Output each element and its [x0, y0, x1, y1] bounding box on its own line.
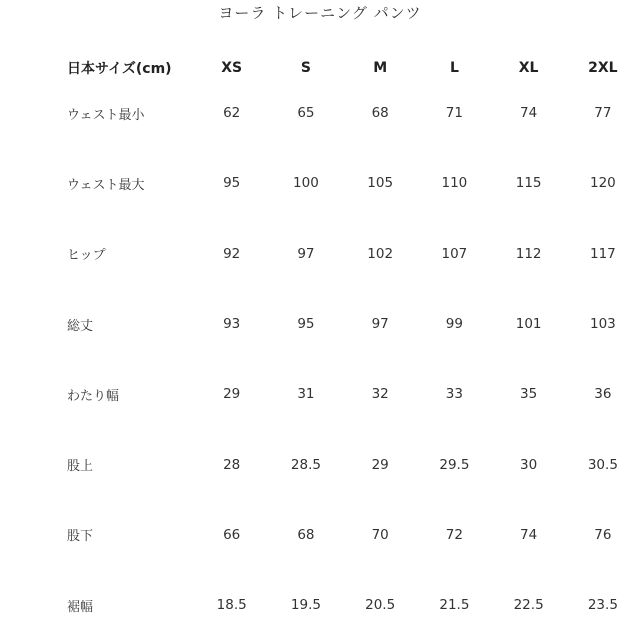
table-cell: 28.5 [290, 456, 321, 473]
table-cell: 115 [515, 175, 542, 192]
size-chart-table [0, 58, 640, 640]
table-cell: 97 [297, 245, 315, 262]
size-header-2xl: 2XL [588, 60, 618, 76]
table-row [0, 359, 640, 429]
table-row [0, 219, 640, 289]
table-cell: 21.5 [439, 597, 470, 614]
table-cell: 110 [441, 175, 468, 192]
table-cell: 117 [589, 245, 616, 262]
table-cell: 70 [371, 526, 389, 543]
table-cell: 66 [223, 526, 241, 543]
table-cell: 30.5 [587, 456, 618, 473]
size-header-label: 日本サイズ(cm) [67, 61, 172, 77]
table-cell: 30 [520, 456, 538, 473]
table-cell: 71 [445, 105, 463, 122]
table-cell: 99 [445, 316, 463, 333]
table-cell: 29 [223, 386, 241, 403]
row-label: 裾幅 [67, 599, 94, 615]
table-cell: 36 [594, 386, 612, 403]
table-cell: 77 [594, 105, 612, 122]
table-cell: 97 [371, 316, 389, 333]
table-cell: 35 [520, 386, 538, 403]
table-cell: 65 [297, 105, 315, 122]
table-cell: 72 [445, 526, 463, 543]
table-cell: 62 [223, 105, 241, 122]
table-cell: 68 [297, 526, 315, 543]
table-cell: 74 [520, 526, 538, 543]
table-cell: 101 [515, 316, 542, 333]
size-header-xl: XL [518, 60, 539, 76]
row-label: 股上 [67, 459, 94, 475]
table-cell: 103 [589, 316, 616, 333]
row-label: わたり幅 [67, 388, 120, 404]
table-row [0, 570, 640, 640]
table-cell: 18.5 [216, 597, 247, 614]
table-cell: 107 [441, 245, 468, 262]
size-header-l: L [449, 60, 459, 76]
table-cell: 76 [594, 526, 612, 543]
table-cell: 92 [223, 245, 241, 262]
table-cell: 74 [520, 105, 538, 122]
table-cell: 68 [371, 105, 389, 122]
size-header-s: S [300, 60, 311, 76]
table-cell: 32 [371, 386, 389, 403]
table-cell: 112 [515, 245, 542, 262]
table-cell: 100 [293, 175, 319, 192]
table-cell: 120 [589, 175, 616, 192]
table-row [0, 500, 640, 570]
page-title: ヨーラ トレーニング パンツ [218, 4, 422, 22]
table-cell: 29 [371, 456, 389, 473]
table-cell: 20.5 [365, 597, 396, 614]
table-cell: 28 [223, 456, 241, 473]
table-cell: 93 [223, 316, 241, 333]
table-row [0, 429, 640, 499]
table-cell: 95 [223, 175, 241, 192]
table-cell: 102 [367, 245, 394, 262]
table-cell: 31 [297, 386, 315, 403]
table-cell: 33 [445, 386, 463, 403]
table-cell: 29.5 [439, 456, 470, 473]
size-header-xs: XS [221, 60, 243, 76]
table-cell: 22.5 [513, 597, 544, 614]
row-label: 股下 [67, 529, 94, 545]
table-row [0, 78, 640, 148]
row-label: ウェスト最小 [67, 107, 145, 123]
table-cell: 95 [297, 316, 315, 333]
table-row [0, 148, 640, 218]
size-header-m: M [373, 60, 388, 76]
row-label: ウェスト最大 [67, 177, 145, 193]
row-label: 総丈 [67, 318, 94, 334]
table-header-row [0, 58, 640, 78]
table-cell: 19.5 [290, 597, 321, 614]
table-cell: 105 [367, 175, 394, 192]
table-row [0, 289, 640, 359]
table-cell: 23.5 [587, 597, 618, 614]
row-label: ヒップ [67, 248, 106, 264]
